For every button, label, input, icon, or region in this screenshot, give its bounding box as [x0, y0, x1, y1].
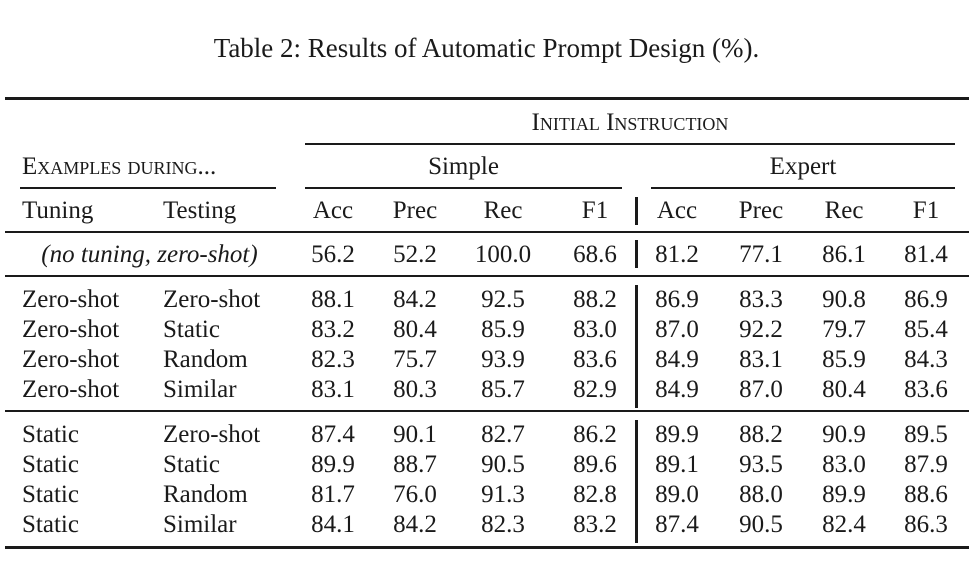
row-value: 90.5: [739, 511, 783, 538]
row-value: 88.0: [739, 481, 783, 508]
examples-during-rule: [20, 187, 276, 189]
baseline-value: 81.2: [655, 241, 699, 268]
row-value: 83.6: [573, 346, 617, 373]
row-value: 89.9: [311, 451, 355, 478]
row-tuning: Static: [22, 421, 79, 448]
row-testing: Static: [163, 316, 220, 343]
row-value: 84.9: [655, 346, 699, 373]
row-value: 89.1: [655, 451, 699, 478]
row-value: 88.2: [573, 286, 617, 313]
row-value: 88.2: [739, 421, 783, 448]
row-value: 91.3: [481, 481, 525, 508]
bottom-rule: [5, 546, 969, 549]
group-rule: [5, 410, 969, 412]
expert-header: Expert: [769, 153, 837, 180]
metric-header-acc: Acc: [656, 197, 698, 224]
row-value: 82.8: [573, 481, 617, 508]
row-value: 92.5: [481, 286, 525, 313]
baseline-label: (no tuning, zero-shot): [41, 241, 258, 268]
row-value: 80.4: [393, 316, 437, 343]
row-value: 87.0: [739, 376, 783, 403]
row-value: 84.2: [393, 511, 437, 538]
row-value: 81.7: [311, 481, 355, 508]
expert-rule: [651, 187, 955, 189]
row-value: 82.4: [822, 511, 866, 538]
initial-instruction-header: Initial Instruction: [531, 109, 729, 136]
baseline-value: 100.0: [474, 241, 532, 268]
row-value: 83.3: [739, 286, 783, 313]
row-testing: Random: [163, 481, 248, 508]
simple-rule: [305, 187, 622, 189]
row-tuning: Static: [22, 451, 79, 478]
row-value: 85.9: [481, 316, 525, 343]
row-testing: Similar: [163, 376, 237, 403]
baseline-value: 52.2: [393, 241, 437, 268]
row-value: 82.3: [311, 346, 355, 373]
row-value: 80.4: [822, 376, 866, 403]
row-value: 84.3: [904, 346, 948, 373]
row-value: 84.1: [311, 511, 355, 538]
row-testing: Zero-shot: [163, 286, 261, 313]
row-value: 86.9: [904, 286, 948, 313]
row-value: 92.2: [739, 316, 783, 343]
row-value: 90.5: [481, 451, 525, 478]
metric-header-f1: F1: [912, 197, 940, 224]
baseline-value: 86.1: [822, 241, 866, 268]
row-testing: Random: [163, 346, 248, 373]
testing-header: Testing: [163, 197, 237, 224]
row-tuning: Zero-shot: [22, 286, 120, 313]
examples-during-header: Examples during...: [22, 153, 217, 180]
row-value: 87.4: [655, 511, 699, 538]
row-value: 87.0: [655, 316, 699, 343]
metric-header-prec: Prec: [392, 197, 438, 224]
row-value: 90.8: [822, 286, 866, 313]
row-value: 80.3: [393, 376, 437, 403]
row-testing: Static: [163, 451, 220, 478]
row-value: 87.4: [311, 421, 355, 448]
row-value: 85.9: [822, 346, 866, 373]
row-value: 90.9: [822, 421, 866, 448]
row-value: 83.6: [904, 376, 948, 403]
row-value: 83.2: [311, 316, 355, 343]
metric-header-f1: F1: [581, 197, 609, 224]
row-value: 85.4: [904, 316, 948, 343]
row-value: 82.3: [481, 511, 525, 538]
baseline-value: 77.1: [739, 241, 783, 268]
initial-instruction-rule: [305, 143, 955, 145]
row-value: 84.9: [655, 376, 699, 403]
row-value: 82.9: [573, 376, 617, 403]
row-tuning: Zero-shot: [22, 376, 120, 403]
row-tuning: Zero-shot: [22, 316, 120, 343]
simple-header: Simple: [428, 153, 499, 180]
row-value: 93.9: [481, 346, 525, 373]
metric-header-rec: Rec: [483, 197, 523, 224]
row-value: 84.2: [393, 286, 437, 313]
row-value: 89.6: [573, 451, 617, 478]
baseline-value: 56.2: [311, 241, 355, 268]
top-rule: [5, 97, 969, 100]
row-value: 86.3: [904, 511, 948, 538]
row-value: 83.1: [311, 376, 355, 403]
row-value: 83.0: [573, 316, 617, 343]
row-testing: Zero-shot: [163, 421, 261, 448]
row-value: 86.2: [573, 421, 617, 448]
baseline-value: 68.6: [573, 241, 617, 268]
row-value: 88.6: [904, 481, 948, 508]
metric-header-acc: Acc: [312, 197, 354, 224]
row-value: 83.0: [822, 451, 866, 478]
row-value: 88.1: [311, 286, 355, 313]
baseline-rule: [5, 275, 969, 277]
row-testing: Similar: [163, 511, 237, 538]
row-value: 89.9: [655, 421, 699, 448]
row-tuning: Zero-shot: [22, 346, 120, 373]
row-value: 88.7: [393, 451, 437, 478]
header-rule: [5, 231, 969, 233]
row-value: 89.0: [655, 481, 699, 508]
row-value: 82.7: [481, 421, 525, 448]
row-tuning: Static: [22, 481, 79, 508]
row-value: 83.2: [573, 511, 617, 538]
row-value: 87.9: [904, 451, 948, 478]
row-value: 85.7: [481, 376, 525, 403]
baseline-value: 81.4: [904, 241, 948, 268]
row-value: 93.5: [739, 451, 783, 478]
metric-header-prec: Prec: [738, 197, 784, 224]
row-value: 75.7: [393, 346, 437, 373]
metric-header-rec: Rec: [824, 197, 864, 224]
row-value: 79.7: [822, 316, 866, 343]
row-value: 83.1: [739, 346, 783, 373]
row-value: 76.0: [393, 481, 437, 508]
tuning-header: Tuning: [22, 197, 94, 224]
row-value: 89.5: [904, 421, 948, 448]
row-tuning: Static: [22, 511, 79, 538]
row-value: 89.9: [822, 481, 866, 508]
row-value: 86.9: [655, 286, 699, 313]
table-caption: Table 2: Results of Automatic Prompt Design (%).: [213, 33, 760, 63]
row-value: 90.1: [393, 421, 437, 448]
